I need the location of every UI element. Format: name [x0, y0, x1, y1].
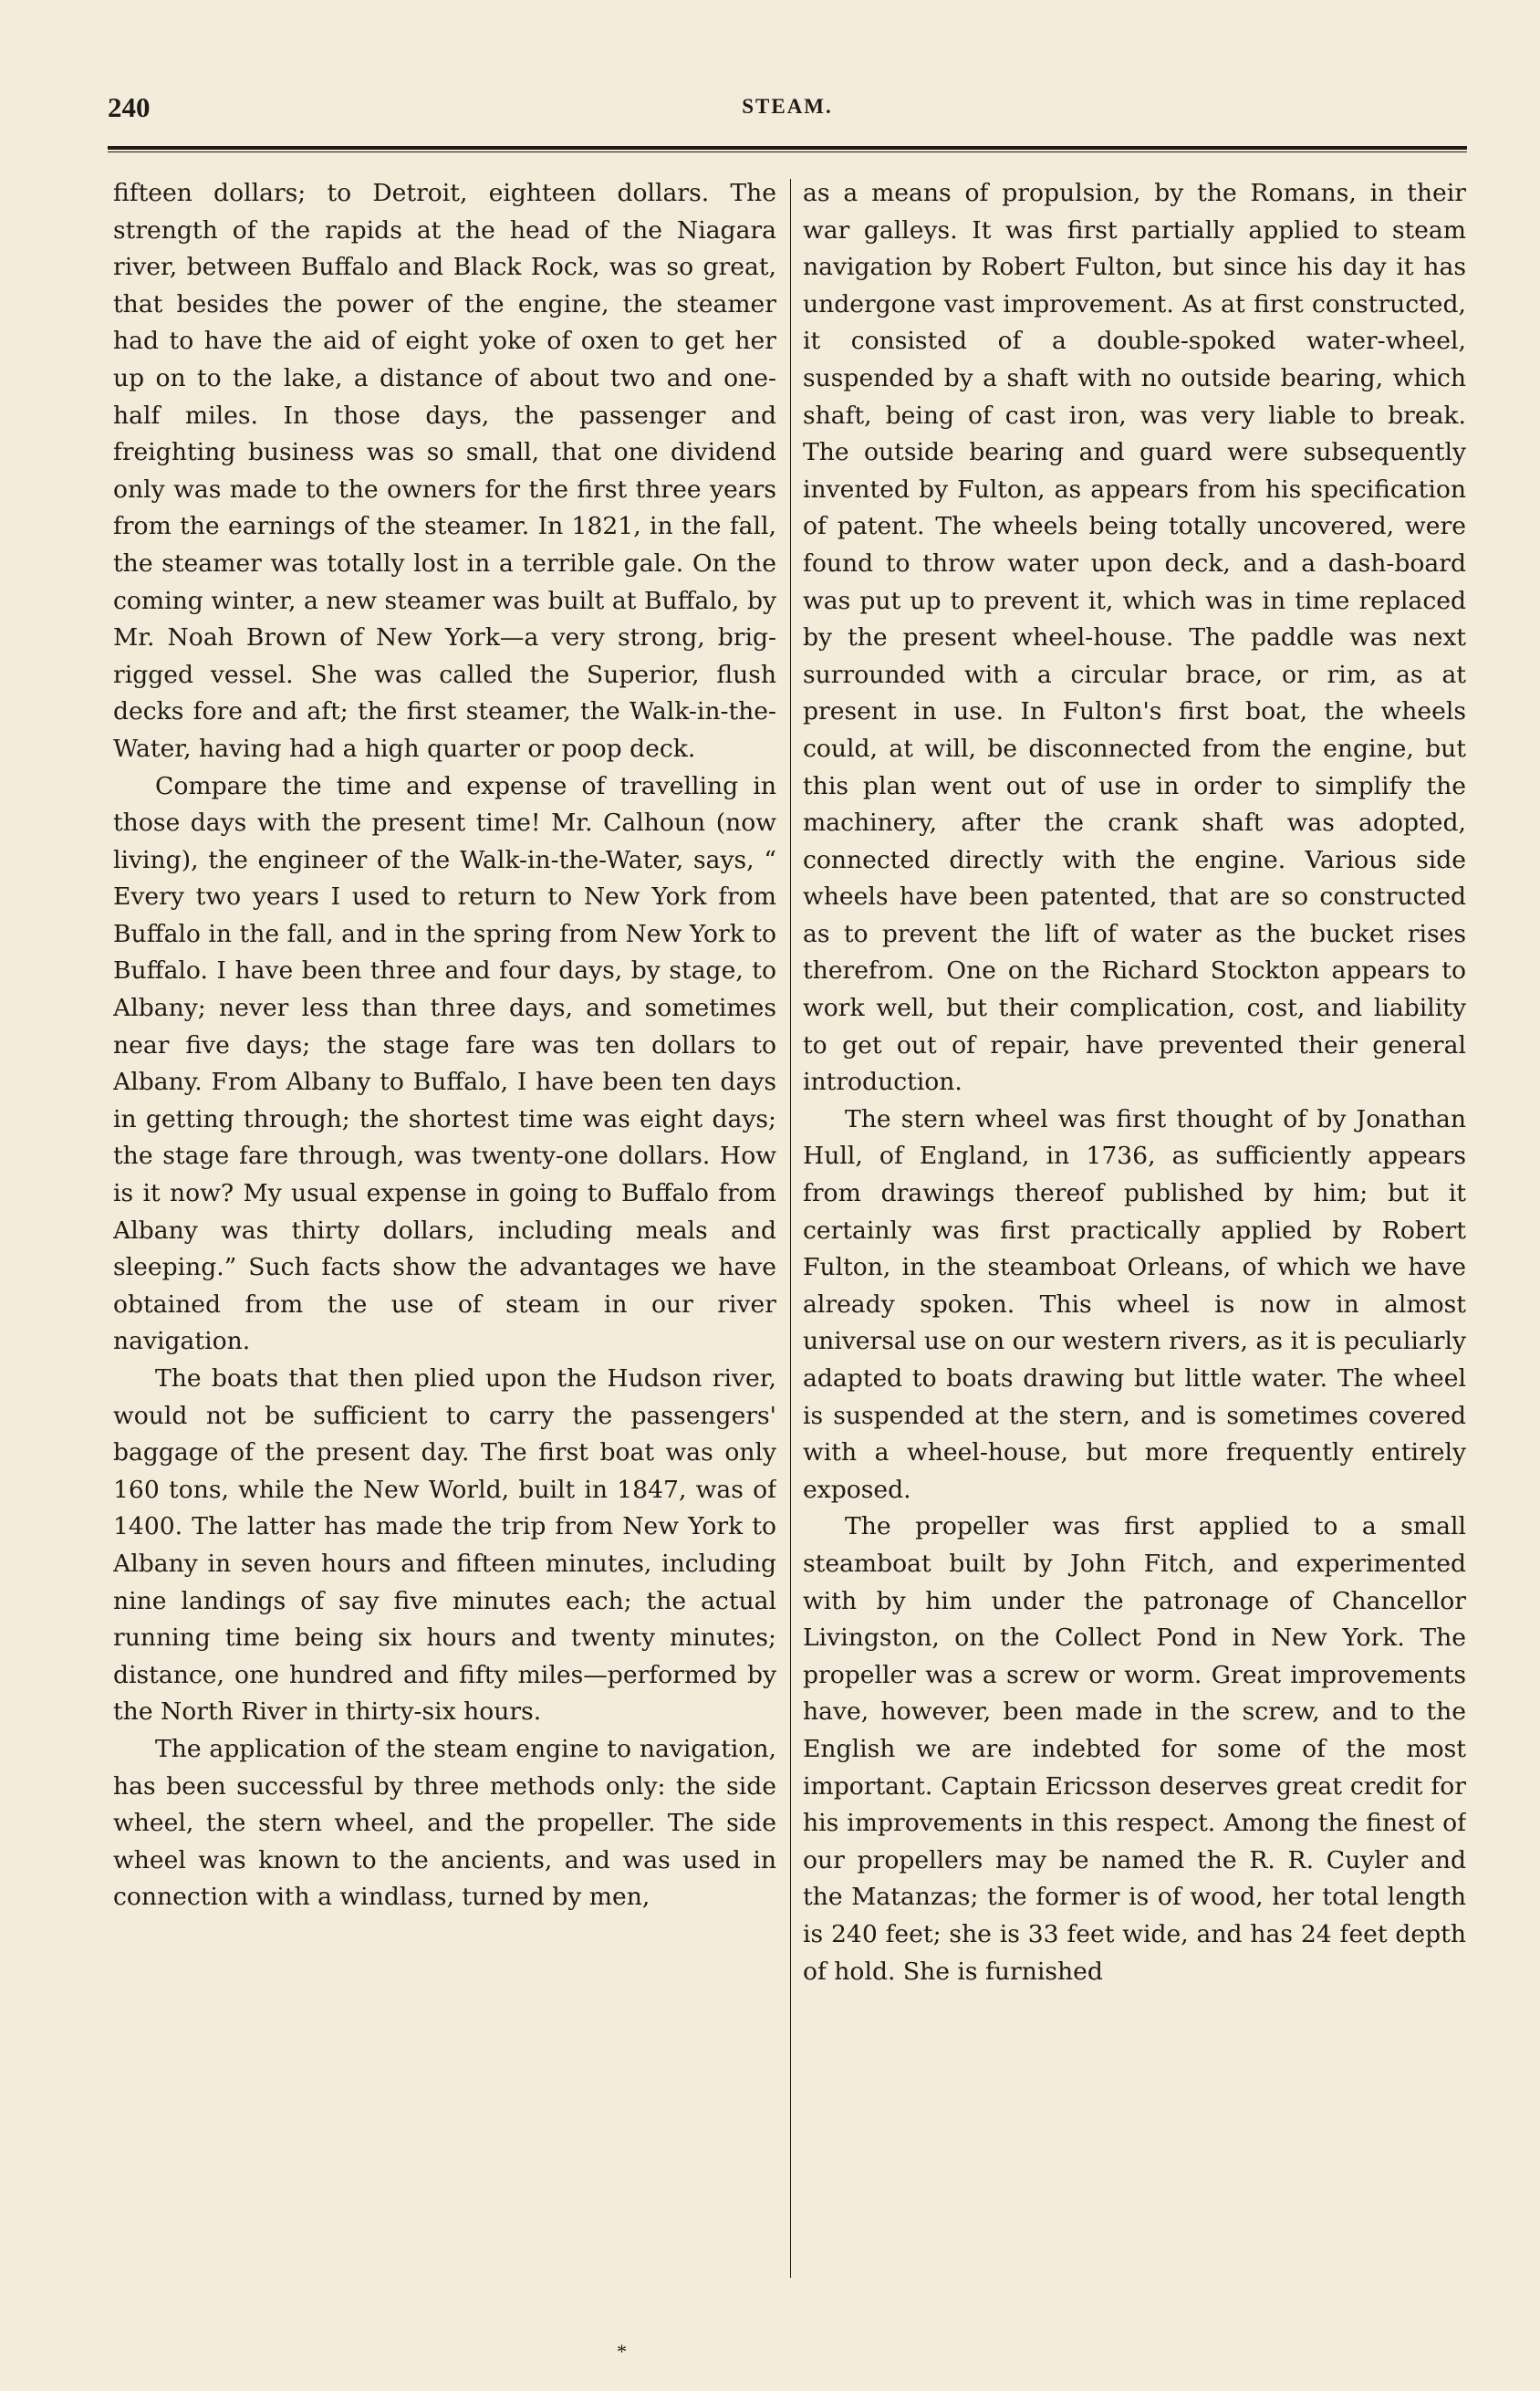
right-column	[803, 175, 1466, 2292]
header-rule-thin	[108, 151, 1467, 152]
header-rule	[108, 146, 1467, 150]
paragraph: The boats that then plied upon the Hudson river, would not be sufficient to carry the passengers' baggage of the present day. The first boat was only 160 tons, while the New World, built in 1847, was of 1400. The latter has made the trip from New York to Albany in seven hours and fifteen minutes, including nine landings of say five minutes each; the actual running time being six hours and twenty minutes; distance, one hundred and fifty miles—performed by the North River in thirty-six hours.	[113, 1364, 776, 1727]
paragraph: The application of the steam engine to navigation, has been successful by three methods only: the side wheel, the stern wheel, and the propeller. The side wheel was known to the ancients, and was used in connection with a windlass, turned by men,	[113, 1734, 776, 1912]
paragraph: as a means of propulsion, by the Romans, in their war galleys. It was first partially applied to steam navigation by Robert Fulton, but since his day it has undergone vast improvement. As at first constructed, it consisted of a double-spoked water-wheel, suspended by a shaft with no outside bearing, which shaft, being of cast iron, was very liable to break. The outside bearing and guard were subsequently invented by Fulton, as appears from his specification of patent. The wheels being totally uncovered, were found to throw water upon deck, and a dash-board was put up to prevent it, which was in time replaced by the present wheel-house. The paddle was next surrounded with a circular brace, or rim, as at present in use. In Fulton's first boat, the wheels could, at will, be disconnected from the engine, but this plan went out of use in order to simplify the machinery, after the crank shaft was adopted, connected directly with the engine. Various side wheels have been patented, that are so constructed as to prevent the lift of water as the bucket rises therefrom. One on the Richard Stockton appears to work well, but their complication, cost, and liability to get out of repair, have prevented their general introduction.	[803, 179, 1466, 1097]
left-column	[113, 175, 776, 2292]
paragraph: Compare the time and expense of travelling in those days with the present time! Mr. Calhoun (now living), the engineer of the Walk-in-the-Water, says, “ Every two years I used to return to New York from Buffalo in the fall, and in the spring from New York to Buffalo. I have been three and four days, by stage, to Albany; never less than three days, and sometimes near five days; the stage fare was ten dollars to Albany. From Albany to Buffalo, I have been ten days in getting through; the shortest time was eight days; the stage fare through, was twenty-one dollars. How is it now? My usual expense in going to Buffalo from Albany was thirty dollars, including meals and sleeping.” Such facts show the advantages we have obtained from the use of steam in our river navigation.	[113, 771, 776, 1356]
column-divider	[790, 179, 791, 2278]
paragraph: The stern wheel was first thought of by Jonathan Hull, of England, in 1736, as sufficiently appears from drawings thereof published by him; but it certainly was first practically applied by Robert Fulton, in the steamboat Orleans, of which we have already spoken. This wheel is now in almost universal use on our western rivers, as it is peculiarly adapted to boats drawing but little water. The wheel is suspended at the stern, and is sometimes covered with a wheel-house, but more frequently entirely exposed.	[803, 1104, 1466, 1504]
page-number: 240	[108, 91, 151, 123]
footer-mark: *	[617, 2340, 627, 2363]
paragraph: The propeller was first applied to a small steamboat built by John Fitch, and experimented with by him under the patronage of Chancellor Livingston, on the Collect Pond in New York. The propeller was a screw or worm. Great improvements have, however, been made in the screw, and to the English we are indebted for some of the most important. Captain Ericsson deserves great credit for his improvements in this respect. Among the finest of our propellers may be named the R. R. Cuyler and the Matanzas; the former is of wood, her total length is 240 feet; she is 33 feet wide, and has 24 feet depth of hold. She is furnished	[803, 1512, 1466, 1986]
page-header	[108, 91, 1467, 135]
paragraph: fifteen dollars; to Detroit, eighteen dollars. The strength of the rapids at the head of the Niagara river, between Buffalo and Black Rock, was so great, that besides the power of the engine, the steamer had to have the aid of eight yoke of oxen to get her up on to the lake, a distance of about two and one-half miles. In those days, the passenger and freighting business was so small, that one dividend only was made to the owners for the first three years from the earnings of the steamer. In 1821, in the fall, the steamer was totally lost in a terrible gale. On the coming winter, a new steamer was built at Buffalo, by Mr. Noah Brown of New York—a very strong, brig-rigged vessel. She was called the Superior, flush decks fore and aft; the first steamer, the Walk-in-the-Water, having had a high quarter or poop deck.	[113, 179, 776, 763]
running-head: STEAM.	[742, 95, 833, 118]
